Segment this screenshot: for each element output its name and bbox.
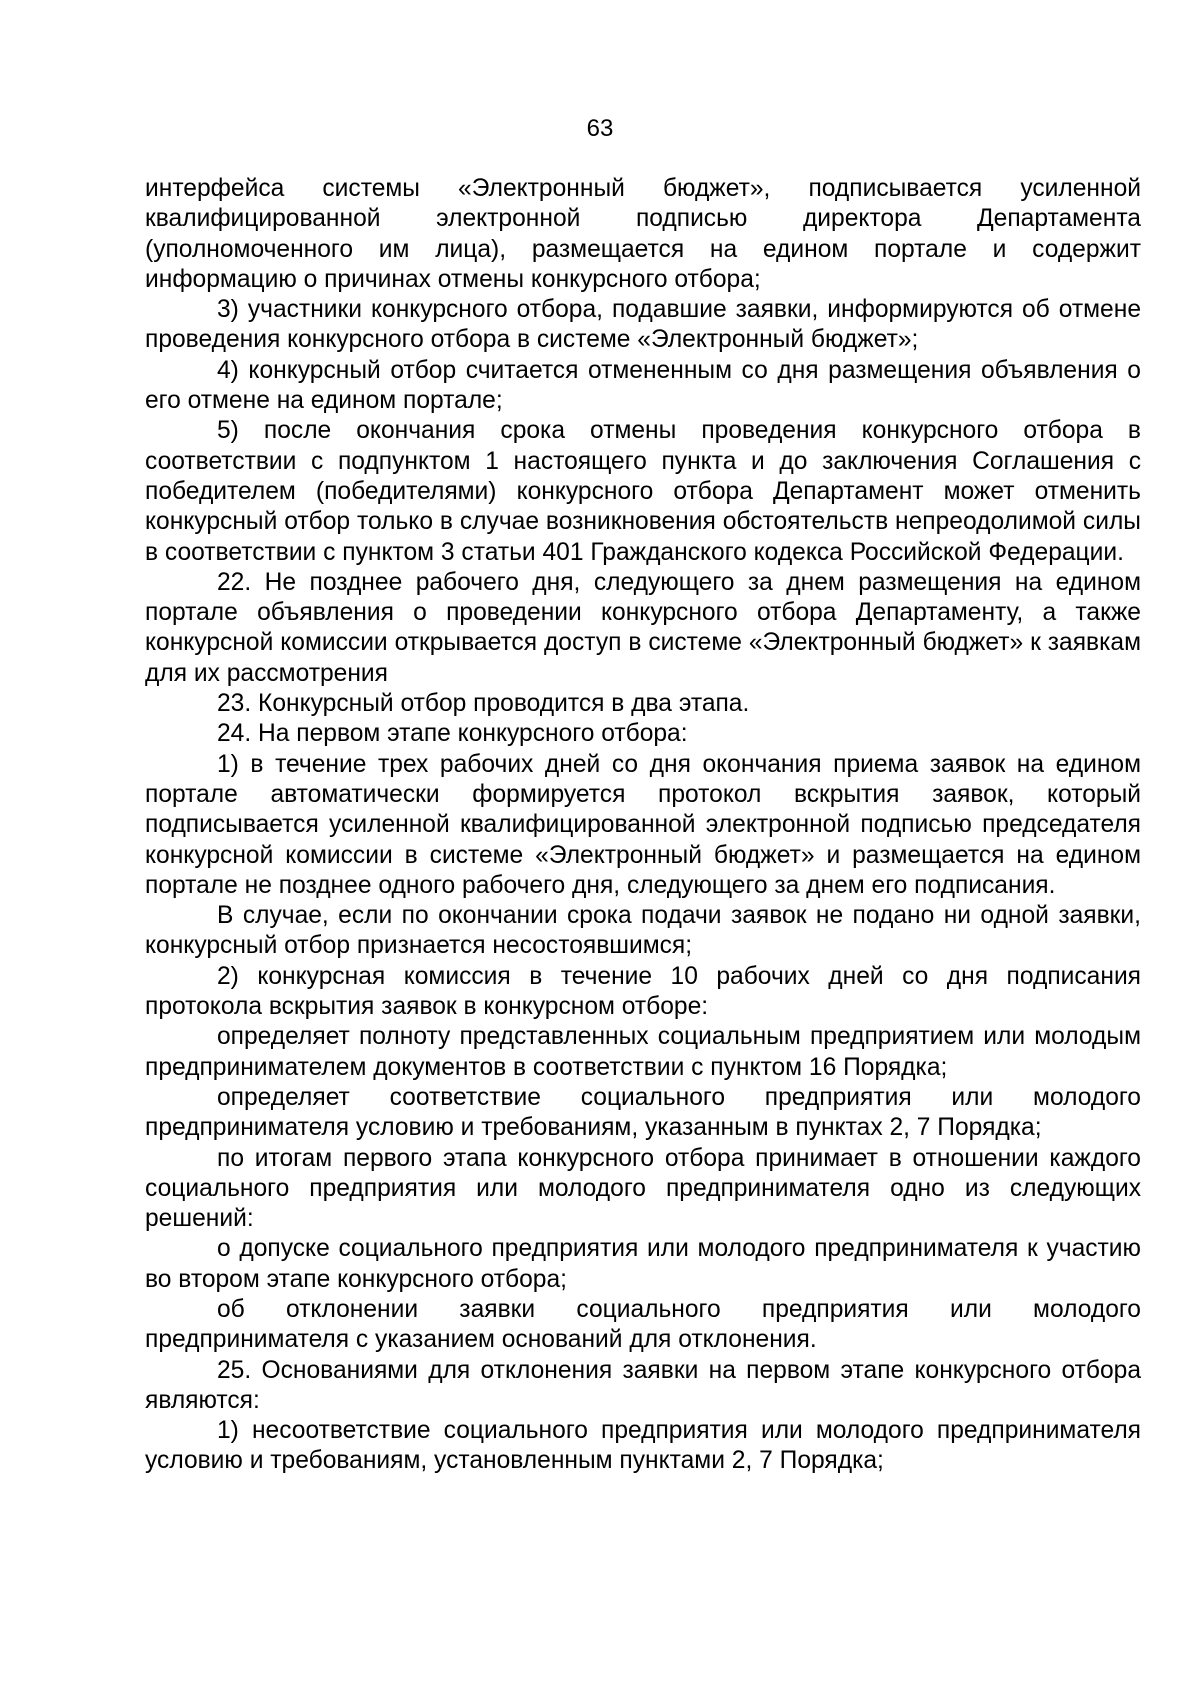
paragraph-clause-22: 22. Не позднее рабочего дня, следующего за днем размещения на едином портале объявления о проведении конкурсного отбора Департаменту, а также конкурсной комиссии открывается доступ в системе «Электронный бюджет» к заявкам для их рассмотрения (145, 568, 1141, 687)
paragraph-admission: о допуске социального предприятия или молодого предпринимателя к участию во втором этапе конкурсного отбора; (145, 1235, 1141, 1293)
paragraph-item-3: 3) участники конкурсного отбора, подавшие заявки, информируются об отмене проведения конкурсного отбора в системе «Электронный бюджет»; (145, 296, 1141, 354)
paragraph-clause-25-item-1: 1) несоответствие социального предприятия или молодого предпринимателя условию и требованиям, установленным пунктами 2, 7 Порядка; (145, 1417, 1141, 1475)
paragraph-continuation: интерфейса системы «Электронный бюджет», подписывается усиленной квалифицированной электронной подписью директора Департамента (уполномоченного им лица), размещается на едином портале и содержит информацию о причинах отмены конкурсного отбора; (145, 175, 1141, 293)
paragraph-clause-24-item-1: 1) в течение трех рабочих дней со дня окончания приема заявок на едином портале автоматически формируется протокол вскрытия заявок, который подписывается усиленной квалифицированной электронной подписью председателя конкурсной комиссии в системе «Электронный бюджет» и размещается на едином портале не позднее одного рабочего дня, следующего за днем его подписания. (145, 750, 1141, 899)
paragraph-completeness: определяет полноту представленных социальным предприятием или молодым предпринимателем документов в соответствии с пунктом 16 Порядка; (145, 1023, 1141, 1081)
page-number: 63 (586, 115, 614, 142)
paragraph-clause-24: 24. На первом этапе конкурсного отбора: (217, 720, 688, 748)
document-body (145, 174, 1141, 1477)
paragraph-clause-24-item-2: 2) конкурсная комиссия в течение 10 рабочих дней со дня подписания протокола вскрытия заявок в конкурсном отборе: (145, 962, 1141, 1021)
paragraph-item-4: 4) конкурсный отбор считается отмененным со дня размещения объявления о его отмене на едином портале; (145, 356, 1141, 415)
paragraph-clause-23: 23. Конкурсный отбор проводится в два этапа. (217, 690, 750, 718)
paragraph-decisions: по итогам первого этапа конкурсного отбора принимает в отношении каждого социального предприятия или молодого предпринимателя одно из следующих решений: (145, 1144, 1141, 1233)
paragraph-compliance: определяет соответствие социального предприятия или молодого предпринимателя условию и требованиям, указанным в пунктах 2, 7 Порядка; (145, 1083, 1141, 1142)
paragraph-clause-25: 25. Основаниями для отклонения заявки на первом этапе конкурсного отбора являются: (145, 1356, 1141, 1414)
paragraph-item-5: 5) после окончания срока отмены проведения конкурсного отбора в соответствии с подпунктом 1 настоящего пункта и до заключения Соглашения с победителем (победителями) конкурсного отбора Департамент может отменить конкурсный отбор только в случае возникновения обстоятельств непреодолимой силы в соответствии с пунктом 3 статьи 401 Гражданского кодекса Российской Федерации. (145, 417, 1141, 566)
paragraph-no-applications: В случае, если по окончании срока подачи заявок не подано ни одной заявки, конкурсный отбор признается несостоявшимся; (145, 902, 1141, 960)
paragraph-rejection: об отклонении заявки социального предприятия или молодого предпринимателя с указанием оснований для отклонения. (145, 1295, 1141, 1354)
